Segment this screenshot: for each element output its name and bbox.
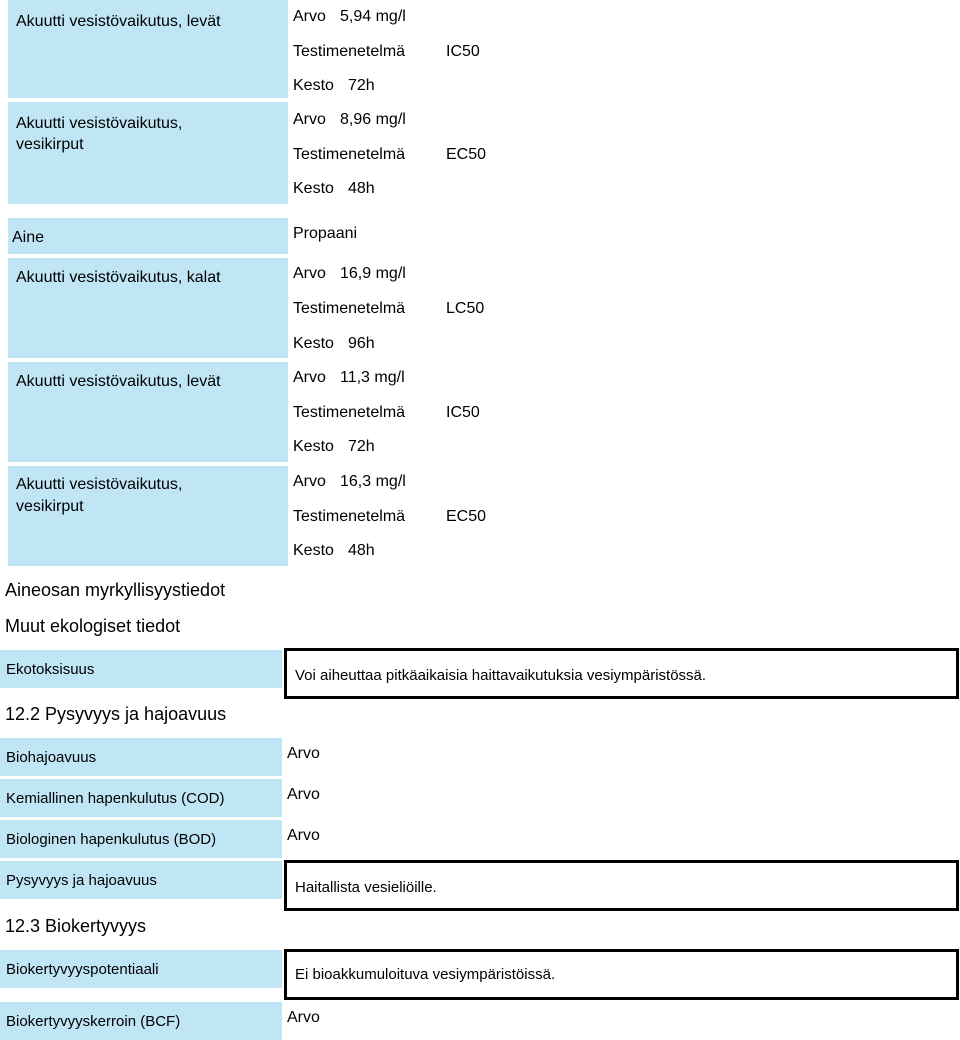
tox-label-algae	[8, 0, 288, 98]
ecotoxicity-label-text: Ekotoksisuus	[6, 661, 95, 678]
duration: 72h	[348, 77, 375, 94]
bcf-label	[0, 1002, 282, 1040]
value-label: Arvo	[293, 8, 326, 25]
persistence-value: Haitallista vesieliöille.	[295, 879, 437, 896]
value-label: Arvo	[293, 265, 326, 282]
method: IC50	[446, 43, 480, 60]
method-label: Testimenetelmä	[293, 300, 406, 317]
value-label: Arvo	[293, 473, 326, 490]
component-toxicity-heading: Aineosan myrkyllisyystiedot	[5, 580, 226, 600]
duration: 96h	[348, 335, 375, 352]
duration: 48h	[348, 180, 375, 197]
tox-label-line1: Akuutti vesistövaikutus,	[16, 115, 183, 132]
duration-label: Kesto	[293, 438, 334, 455]
method-label: Testimenetelmä	[293, 146, 406, 163]
method: EC50	[446, 146, 487, 163]
persistence-heading: 12.2 Pysyvyys ja hajoavuus	[5, 704, 227, 724]
tox-label-line2: vesikirput	[16, 136, 84, 153]
substance-label-text: Aine	[12, 229, 45, 246]
duration-label: Kesto	[293, 180, 334, 197]
bioaccumulation-box	[284, 949, 959, 1000]
ecotoxicity-box	[284, 648, 959, 699]
row-value: Arvo	[287, 827, 320, 844]
tox-label-daphnia	[8, 466, 288, 566]
tox-label-line2: vesikirput	[16, 498, 84, 515]
tox-label-daphnia	[8, 102, 288, 204]
tox-label-line1: Akuutti vesistövaikutus,	[16, 476, 183, 493]
duration: 72h	[348, 438, 375, 455]
ecotoxicity-value: Voi aiheuttaa pitkäaikaisia haittavaikutuksia vesiympäristössä.	[295, 667, 707, 684]
row-label-text: Biokertyvyyspotentiaali	[6, 961, 159, 978]
other-ecological-heading: Muut ekologiset tiedot	[5, 616, 181, 636]
substance-name: Propaani	[293, 225, 358, 242]
value: 5,94 mg/l	[340, 8, 406, 25]
tox-label-text: Akuutti vesistövaikutus, kalat	[16, 269, 221, 286]
value-label: Arvo	[293, 369, 326, 386]
ecotoxicity-label	[0, 650, 282, 688]
duration: 48h	[348, 542, 375, 559]
tox-label-text: Akuutti vesistövaikutus, levät	[16, 373, 221, 390]
value: 16,3 mg/l	[340, 473, 406, 490]
method: LC50	[446, 300, 485, 317]
tox-label-fish	[8, 258, 288, 358]
bioaccumulation-potential-label	[0, 950, 282, 988]
bod-label	[0, 820, 282, 858]
method-label: Testimenetelmä	[293, 43, 406, 60]
method: IC50	[446, 404, 480, 421]
method: EC50	[446, 508, 487, 525]
value: 16,9 mg/l	[340, 265, 406, 282]
bioaccumulation-value: Ei bioakkumuloituva vesiympäristöissä.	[295, 966, 556, 983]
duration-label: Kesto	[293, 542, 334, 559]
substance-label	[8, 218, 288, 254]
row-label-text: Biokertyvyyskerroin (BCF)	[6, 1013, 181, 1030]
row-label-text: Biologinen hapenkulutus (BOD)	[6, 831, 217, 848]
value: 11,3 mg/l	[340, 369, 405, 386]
row-label-text: Pysyvyys ja hajoavuus	[6, 872, 157, 889]
value: 8,96 mg/l	[340, 111, 406, 128]
row-value: Arvo	[287, 745, 320, 762]
tox-label-text: Akuutti vesistövaikutus, levät	[16, 13, 221, 30]
duration-label: Kesto	[293, 335, 334, 352]
persistence-box	[284, 860, 959, 911]
row-label-text: Kemiallinen hapenkulutus (COD)	[6, 790, 225, 807]
duration-label: Kesto	[293, 77, 334, 94]
persistence-label	[0, 861, 282, 899]
biodegradability-label	[0, 738, 282, 776]
row-value: Arvo	[287, 786, 320, 803]
row-label-text: Biohajoavuus	[6, 749, 97, 766]
tox-label-algae	[8, 362, 288, 462]
row-value: Arvo	[287, 1009, 320, 1026]
method-label: Testimenetelmä	[293, 404, 406, 421]
cod-label	[0, 779, 282, 817]
method-label: Testimenetelmä	[293, 508, 406, 525]
value-label: Arvo	[293, 111, 326, 128]
bioaccumulation-heading: 12.3 Biokertyvyys	[5, 916, 147, 936]
